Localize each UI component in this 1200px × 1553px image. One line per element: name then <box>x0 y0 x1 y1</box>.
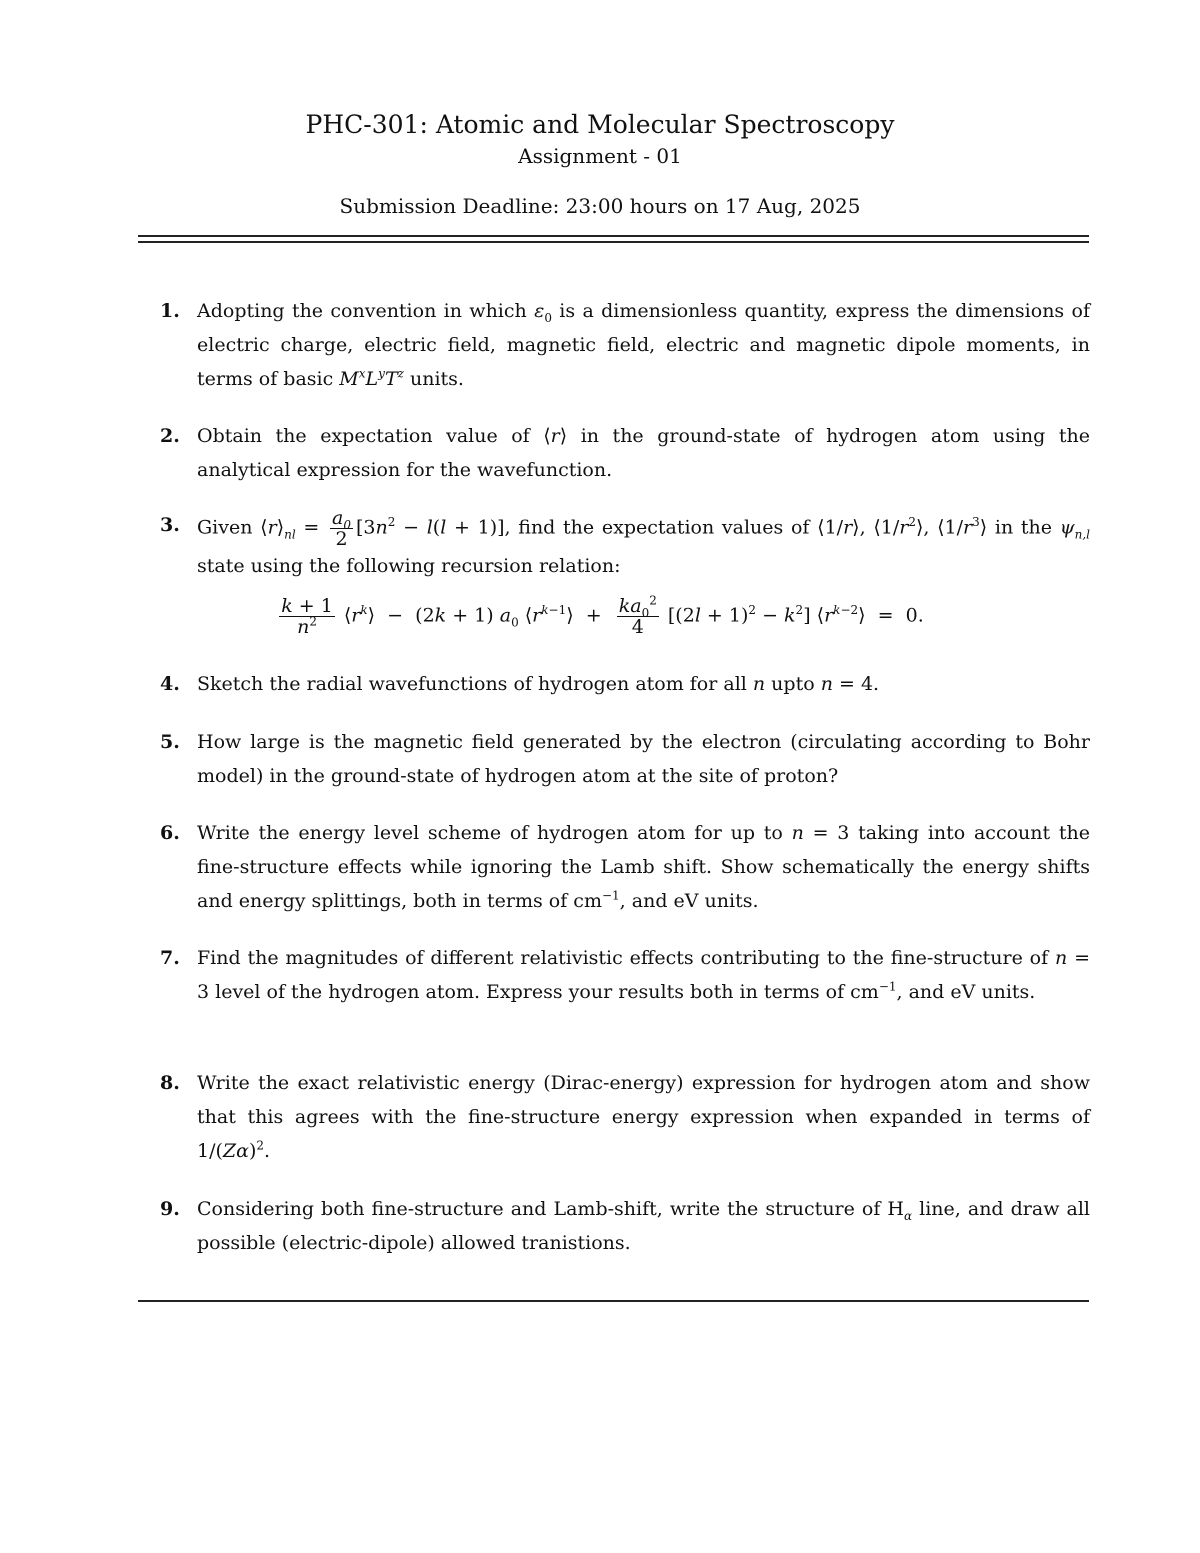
header-rule-bottom <box>138 241 1089 243</box>
question-number: 2. <box>160 425 180 447</box>
question-text: Sketch the radial wavefunctions of hydrogen atom for all n upto n = 4. <box>197 673 880 695</box>
question-6 <box>160 816 1090 918</box>
question-3 <box>160 508 1090 583</box>
question-9 <box>160 1192 1090 1260</box>
question-1 <box>160 294 1090 396</box>
header-rule-top <box>138 235 1089 237</box>
question-number: 8. <box>160 1072 180 1094</box>
question-text: Write the energy level scheme of hydrogen atom for up to n = 3 taking into account the fine-structure effects while ignoring the Lamb shift. Show schematically the energy shifts and energy splittings, both in terms of $cm^{-1}$, and eV units. <box>197 822 1091 912</box>
question-text: Adopting the convention in which $\varepsilon_0$ is a dimensionless quantity, express the dimensions of electric charge, electric field, magnetic field, electric and magnetic dipole moments, in terms of basic $M^xL^yT^z$ units. <box>197 300 1090 390</box>
question-number: 7. <box>160 947 180 969</box>
question-number: 3. <box>160 514 180 536</box>
question-text: Obtain the expectation value of ⟨r⟩ in the ground-state of hydrogen atom using the analytical expression for the wavefunction. <box>197 425 1090 481</box>
question-number: 9. <box>160 1198 180 1220</box>
question-number: 1. <box>160 300 180 322</box>
question-number: 4. <box>160 673 180 695</box>
question-2 <box>160 419 1090 487</box>
question-number: 5. <box>160 731 180 753</box>
question-text: Write the exact relativistic energy (Dirac-energy) expression for hydrogen atom and show that this agrees with the fine-structure energy expression when expanded in terms of $1/(Z\alpha)^2$. <box>197 1072 1090 1162</box>
question-4 <box>160 667 1090 701</box>
recursion-equation: $\frac{k + 1}{n^2}$ $⟨r^k⟩ - (2k + 1)$ $a_0$ $⟨r^{k-1}⟩$ + $\frac{ka_0^2}{4}$ $[(2l + 1)^2 - k^2]$ $⟨r^{k-2}⟩ = 0$. <box>281 593 924 638</box>
question-7 <box>160 941 1090 1009</box>
footer-rule <box>138 1300 1089 1302</box>
page-title: PHC-301: Atomic and Molecular Spectroscopy <box>305 110 895 139</box>
question-text: How large is the magnetic field generated by the electron (circulating according to Bohr model) in the ground-state of hydrogen atom at the site of proton? <box>197 731 1090 787</box>
question-text: Find the magnitudes of different relativistic effects contributing to the fine-structure of n = 3 level of the hydrogen atom. Express your results both in terms of $cm^{-1}$, and eV units. <box>197 947 1090 1003</box>
submission-deadline: Submission Deadline: 23:00 hours on 17 Aug, 2025 <box>339 194 861 218</box>
question-number: 6. <box>160 822 180 844</box>
question-text: Given $⟨r⟩_{nl}$ = $\frac{a_0}{2}$ $[3n^2 - l(l + 1)]$, find the expectation values of ⟨1/r⟩, $⟨1/r^2⟩$, $⟨1/r^3⟩$ in the $\psi_{n,l}$ state using the following recursion relation: <box>197 507 1091 577</box>
question-text: Considering both fine-structure and Lamb-shift, write the structure of $H_\alpha$ line, and draw all possible (electric-dipole) allowed tranistions. <box>197 1198 1090 1254</box>
question-5 <box>160 725 1090 793</box>
question-8 <box>160 1066 1090 1168</box>
page-subtitle: Assignment - 01 <box>518 144 682 168</box>
